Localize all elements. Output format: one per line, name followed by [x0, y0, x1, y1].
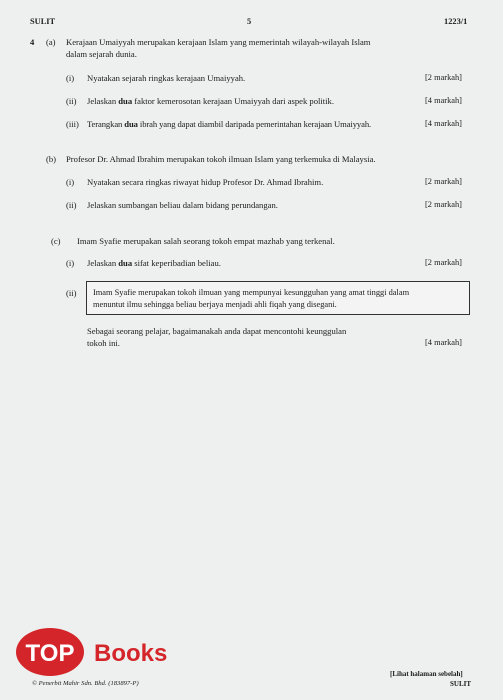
topbooks-logo-graphic: [12, 616, 202, 686]
b-ii-label: (ii): [66, 200, 77, 210]
stimulus-line1: Imam Syafie merupakan tokoh ilmuan yang mempunyai kesungguhan yang amat tinggi dalam: [93, 288, 410, 297]
c-i-label: (i): [66, 258, 75, 268]
b-i-text: Nyatakan secara ringkas riwayat hidup Profesor Dr. Ahmad Ibrahim.: [87, 177, 324, 187]
a-ii-label: (ii): [66, 96, 77, 106]
part-b-stem: Profesor Dr. Ahmad Ibrahim merupakan tokoh ilmuan Islam yang terkemuka di Malaysia.: [66, 154, 376, 164]
a-ii-marks: [4 markah]: [425, 96, 462, 105]
b-i-label: (i): [66, 177, 75, 187]
logo-top-text: TOP: [25, 640, 75, 667]
c-i-marks: [2 markah]: [425, 258, 462, 267]
a-iii-marks: [4 markah]: [425, 119, 462, 128]
a-i-marks: [2 markah]: [425, 73, 462, 82]
a-ii-text: Jelaskan dua faktor kemerosotan kerajaan Umaiyyah dari aspek politik.: [87, 96, 335, 106]
part-a-label: (a): [46, 37, 56, 47]
copyright-notice: © Penerbit Mahir Sdn. Bhd. (183897-P): [32, 680, 139, 687]
topbooks-logo: [12, 616, 202, 686]
a-iii-text: Terangkan dua ibrah yang dapat diambil daripada pemerintahan kerajaan Umaiyyah.: [87, 119, 372, 129]
question-number: 4: [30, 37, 35, 47]
stimulus-line2: menuntut ilmu sehingga beliau berjaya menjadi ahli fiqah yang disegani.: [93, 300, 337, 309]
c-ii-marks: [4 markah]: [425, 338, 462, 347]
part-c-label: (c): [51, 236, 61, 246]
part-a-stem-line2: dalam sejarah dunia.: [66, 49, 137, 59]
header-sulit: SULIT: [30, 17, 56, 26]
b-ii-text: Jelaskan sumbangan beliau dalam bidang perundangan.: [87, 200, 278, 210]
c-ii-label: (ii): [66, 288, 77, 298]
b-i-marks: [2 markah]: [425, 177, 462, 186]
a-iii-label: (iii): [66, 119, 79, 129]
c-i-text: Jelaskan dua sifat keperibadian beliau.: [87, 258, 221, 268]
b-ii-marks: [2 markah]: [425, 200, 462, 209]
next-page-note: [Lihat halaman sebelah]: [390, 670, 463, 678]
c-ii-question-line1: Sebagai seorang pelajar, bagaimanakah anda dapat mencontohi keunggulan: [87, 326, 347, 336]
page-number: 5: [247, 17, 252, 26]
a-i-text: Nyatakan sejarah ringkas kerajaan Umaiyyah.: [87, 73, 246, 83]
part-a-stem-line1: Kerajaan Umaiyyah merupakan kerajaan Islam yang memerintah wilayah-wilayah Islam: [66, 37, 371, 47]
footer-sulit: SULIT: [450, 680, 472, 688]
paper-code: 1223/1: [444, 17, 468, 26]
stimulus-box: [86, 281, 470, 315]
bleed-through-text: [145, 128, 151, 154]
a-i-label: (i): [66, 73, 75, 83]
logo-books-text: Books: [94, 640, 168, 667]
part-c-stem: Imam Syafie merupakan salah seorang tokoh empat mazhab yang terkenal.: [77, 236, 335, 246]
part-b-label: (b): [46, 154, 57, 164]
c-ii-question-line2: tokoh ini.: [87, 338, 120, 348]
